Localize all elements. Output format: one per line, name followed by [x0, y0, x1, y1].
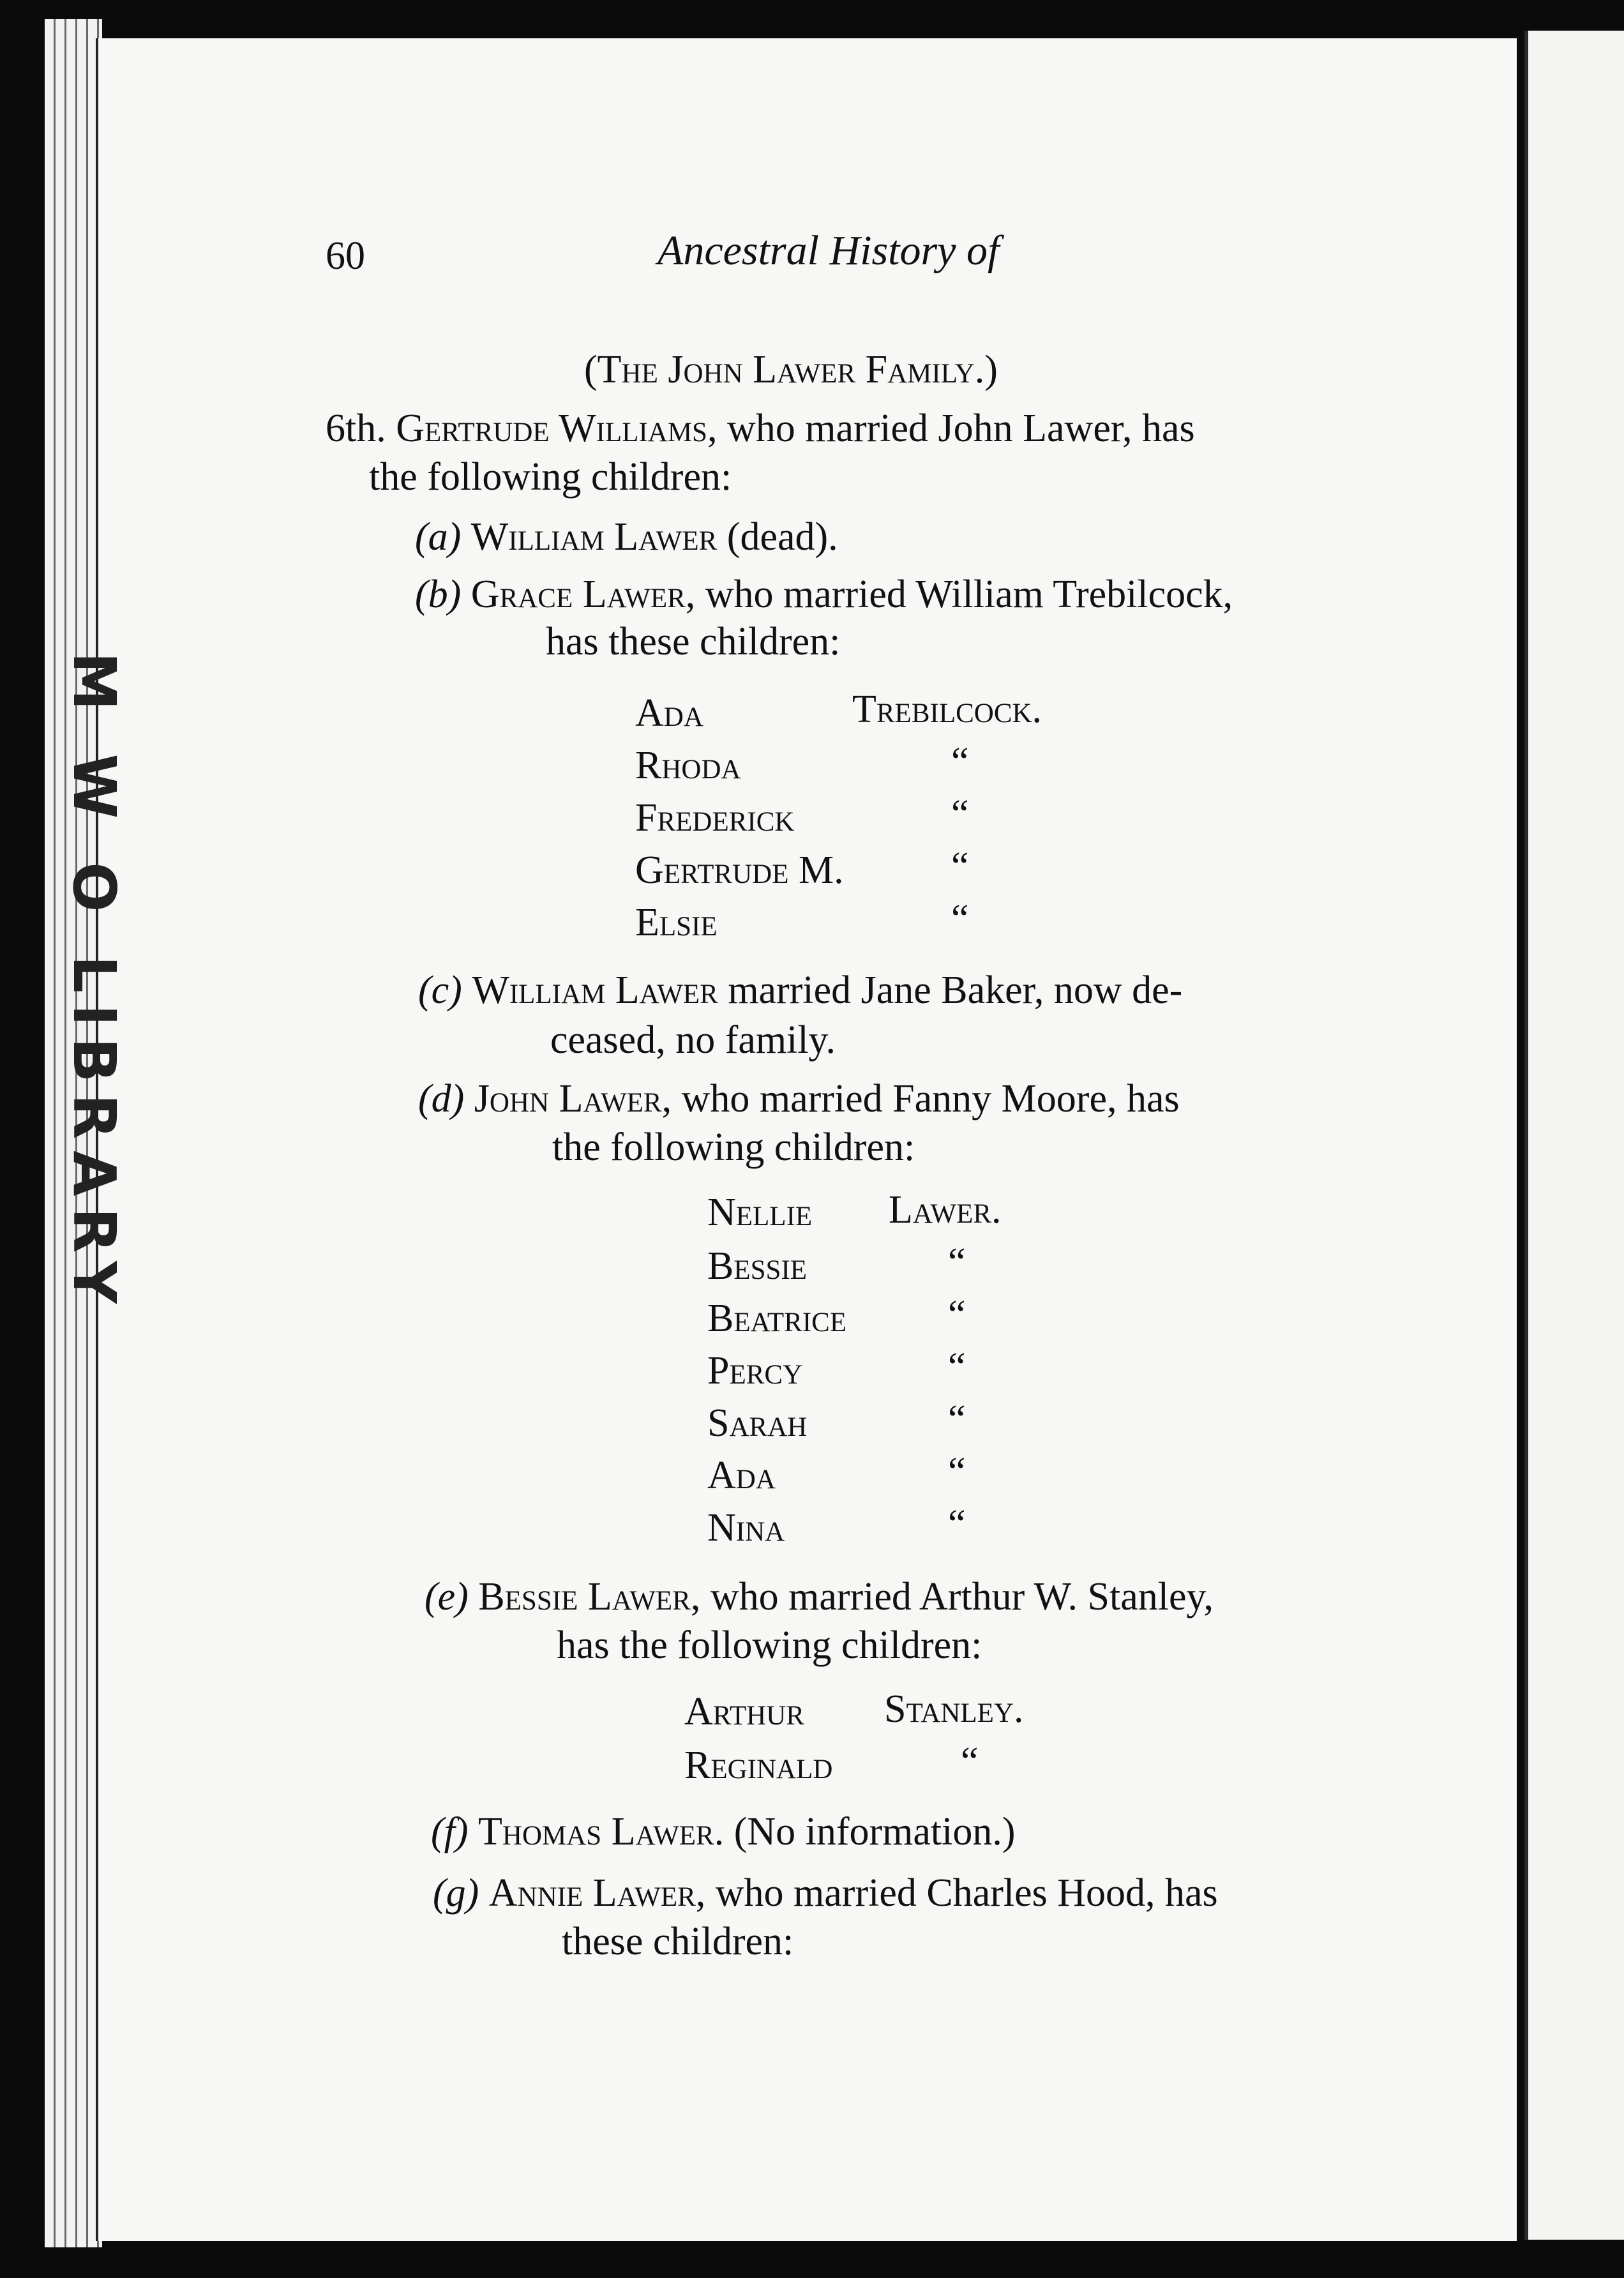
ditto-mark: “ [951, 845, 969, 888]
ditto-mark: “ [951, 897, 969, 940]
entry-text: married Jane Baker, now de- [718, 969, 1183, 1012]
running-title: Ancestral History of [658, 227, 1000, 274]
child-name: William Lawer [470, 515, 718, 559]
entry-text: (dead). [717, 515, 838, 559]
grandchild-first-name: Bessie [707, 1244, 808, 1288]
person-name: Gertrude Williams [396, 407, 707, 450]
library-stamp: M W O LIBRARY [59, 651, 128, 1315]
page-number: 60 [326, 234, 365, 278]
ditto-mark: “ [948, 1293, 966, 1336]
entry-marker: (f) [431, 1810, 469, 1853]
entry-g-line-2: these children: [562, 1920, 794, 1963]
entry-d-line-2: the following children: [552, 1126, 915, 1169]
grandchild-first-name: Elsie [635, 901, 718, 944]
grandchild-first-name: Rhoda [635, 744, 741, 787]
entry-marker: (d) [418, 1077, 465, 1120]
grandchild-first-name: Beatrice [707, 1297, 847, 1340]
entry-marker: (a) [415, 515, 462, 559]
ditto-mark: “ [948, 1502, 966, 1546]
child-entry-d [418, 1079, 1180, 1119]
child-entry-e [425, 1577, 1214, 1617]
entry-text: , who married William Trebilcock, [685, 573, 1233, 616]
child-name: Thomas Lawer. [478, 1810, 725, 1853]
entry-marker: (e) [425, 1575, 469, 1618]
child-entry-f [431, 1812, 1016, 1852]
grandchild-first-name: Nellie [707, 1191, 813, 1234]
ditto-mark: “ [948, 1345, 966, 1389]
facing-page-edge [1524, 31, 1624, 2240]
child-name: Annie Lawer [488, 1871, 696, 1915]
ditto-mark: “ [948, 1398, 966, 1441]
entry-text: , who married Arthur W. Stanley, [690, 1575, 1214, 1618]
ditto-mark: “ [951, 792, 969, 836]
generation-label: 6th. [326, 407, 396, 450]
section-title: (The John Lawer Family.) [584, 348, 998, 391]
entry-text: , who married Charles Hood, has [695, 1871, 1218, 1915]
intro-text: , who married John Lawer, has [707, 407, 1195, 450]
grandchild-first-name: Reginald [684, 1744, 833, 1787]
child-name: John Lawer [474, 1077, 662, 1120]
intro-line-1 [326, 409, 1195, 448]
child-entry-c [418, 970, 1182, 1010]
grandchild-surname: Lawer. [889, 1188, 1002, 1232]
grandchild-first-name: Percy [707, 1349, 803, 1392]
ditto-mark: “ [948, 1450, 966, 1493]
entry-marker: (b) [415, 573, 462, 616]
child-name: Grace Lawer [470, 573, 686, 616]
grandchild-first-name: Ada [707, 1454, 776, 1497]
child-name: William Lawer [472, 969, 718, 1012]
grandchild-first-name: Ada [635, 691, 703, 735]
entry-e-line-2: has the following children: [557, 1624, 982, 1667]
entry-marker: (c) [418, 969, 462, 1012]
child-entry-g [433, 1873, 1218, 1913]
child-entry-a [415, 517, 838, 557]
grandchild-first-name: Nina [707, 1506, 785, 1550]
entry-text: (No information.) [724, 1810, 1016, 1853]
child-name: Bessie Lawer [478, 1575, 691, 1618]
ditto-mark: “ [961, 1740, 979, 1783]
entry-marker: (g) [433, 1871, 479, 1915]
intro-line-2: the following children: [369, 455, 732, 499]
grandchild-first-name: Arthur [684, 1690, 804, 1733]
entry-b-line-2: has these children: [546, 620, 841, 663]
ditto-mark: “ [951, 740, 969, 783]
grandchild-surname: Stanley. [884, 1687, 1024, 1731]
grandchild-first-name: Frederick [635, 796, 795, 840]
child-entry-b [415, 575, 1233, 614]
entry-c-line-2: ceased, no family. [550, 1018, 836, 1062]
grandchild-first-name: Gertrude M. [635, 849, 844, 892]
grandchild-first-name: Sarah [707, 1401, 808, 1445]
ditto-mark: “ [948, 1241, 966, 1284]
grandchild-surname: Trebilcock. [852, 688, 1042, 731]
entry-text: , who married Fanny Moore, has [661, 1077, 1180, 1120]
